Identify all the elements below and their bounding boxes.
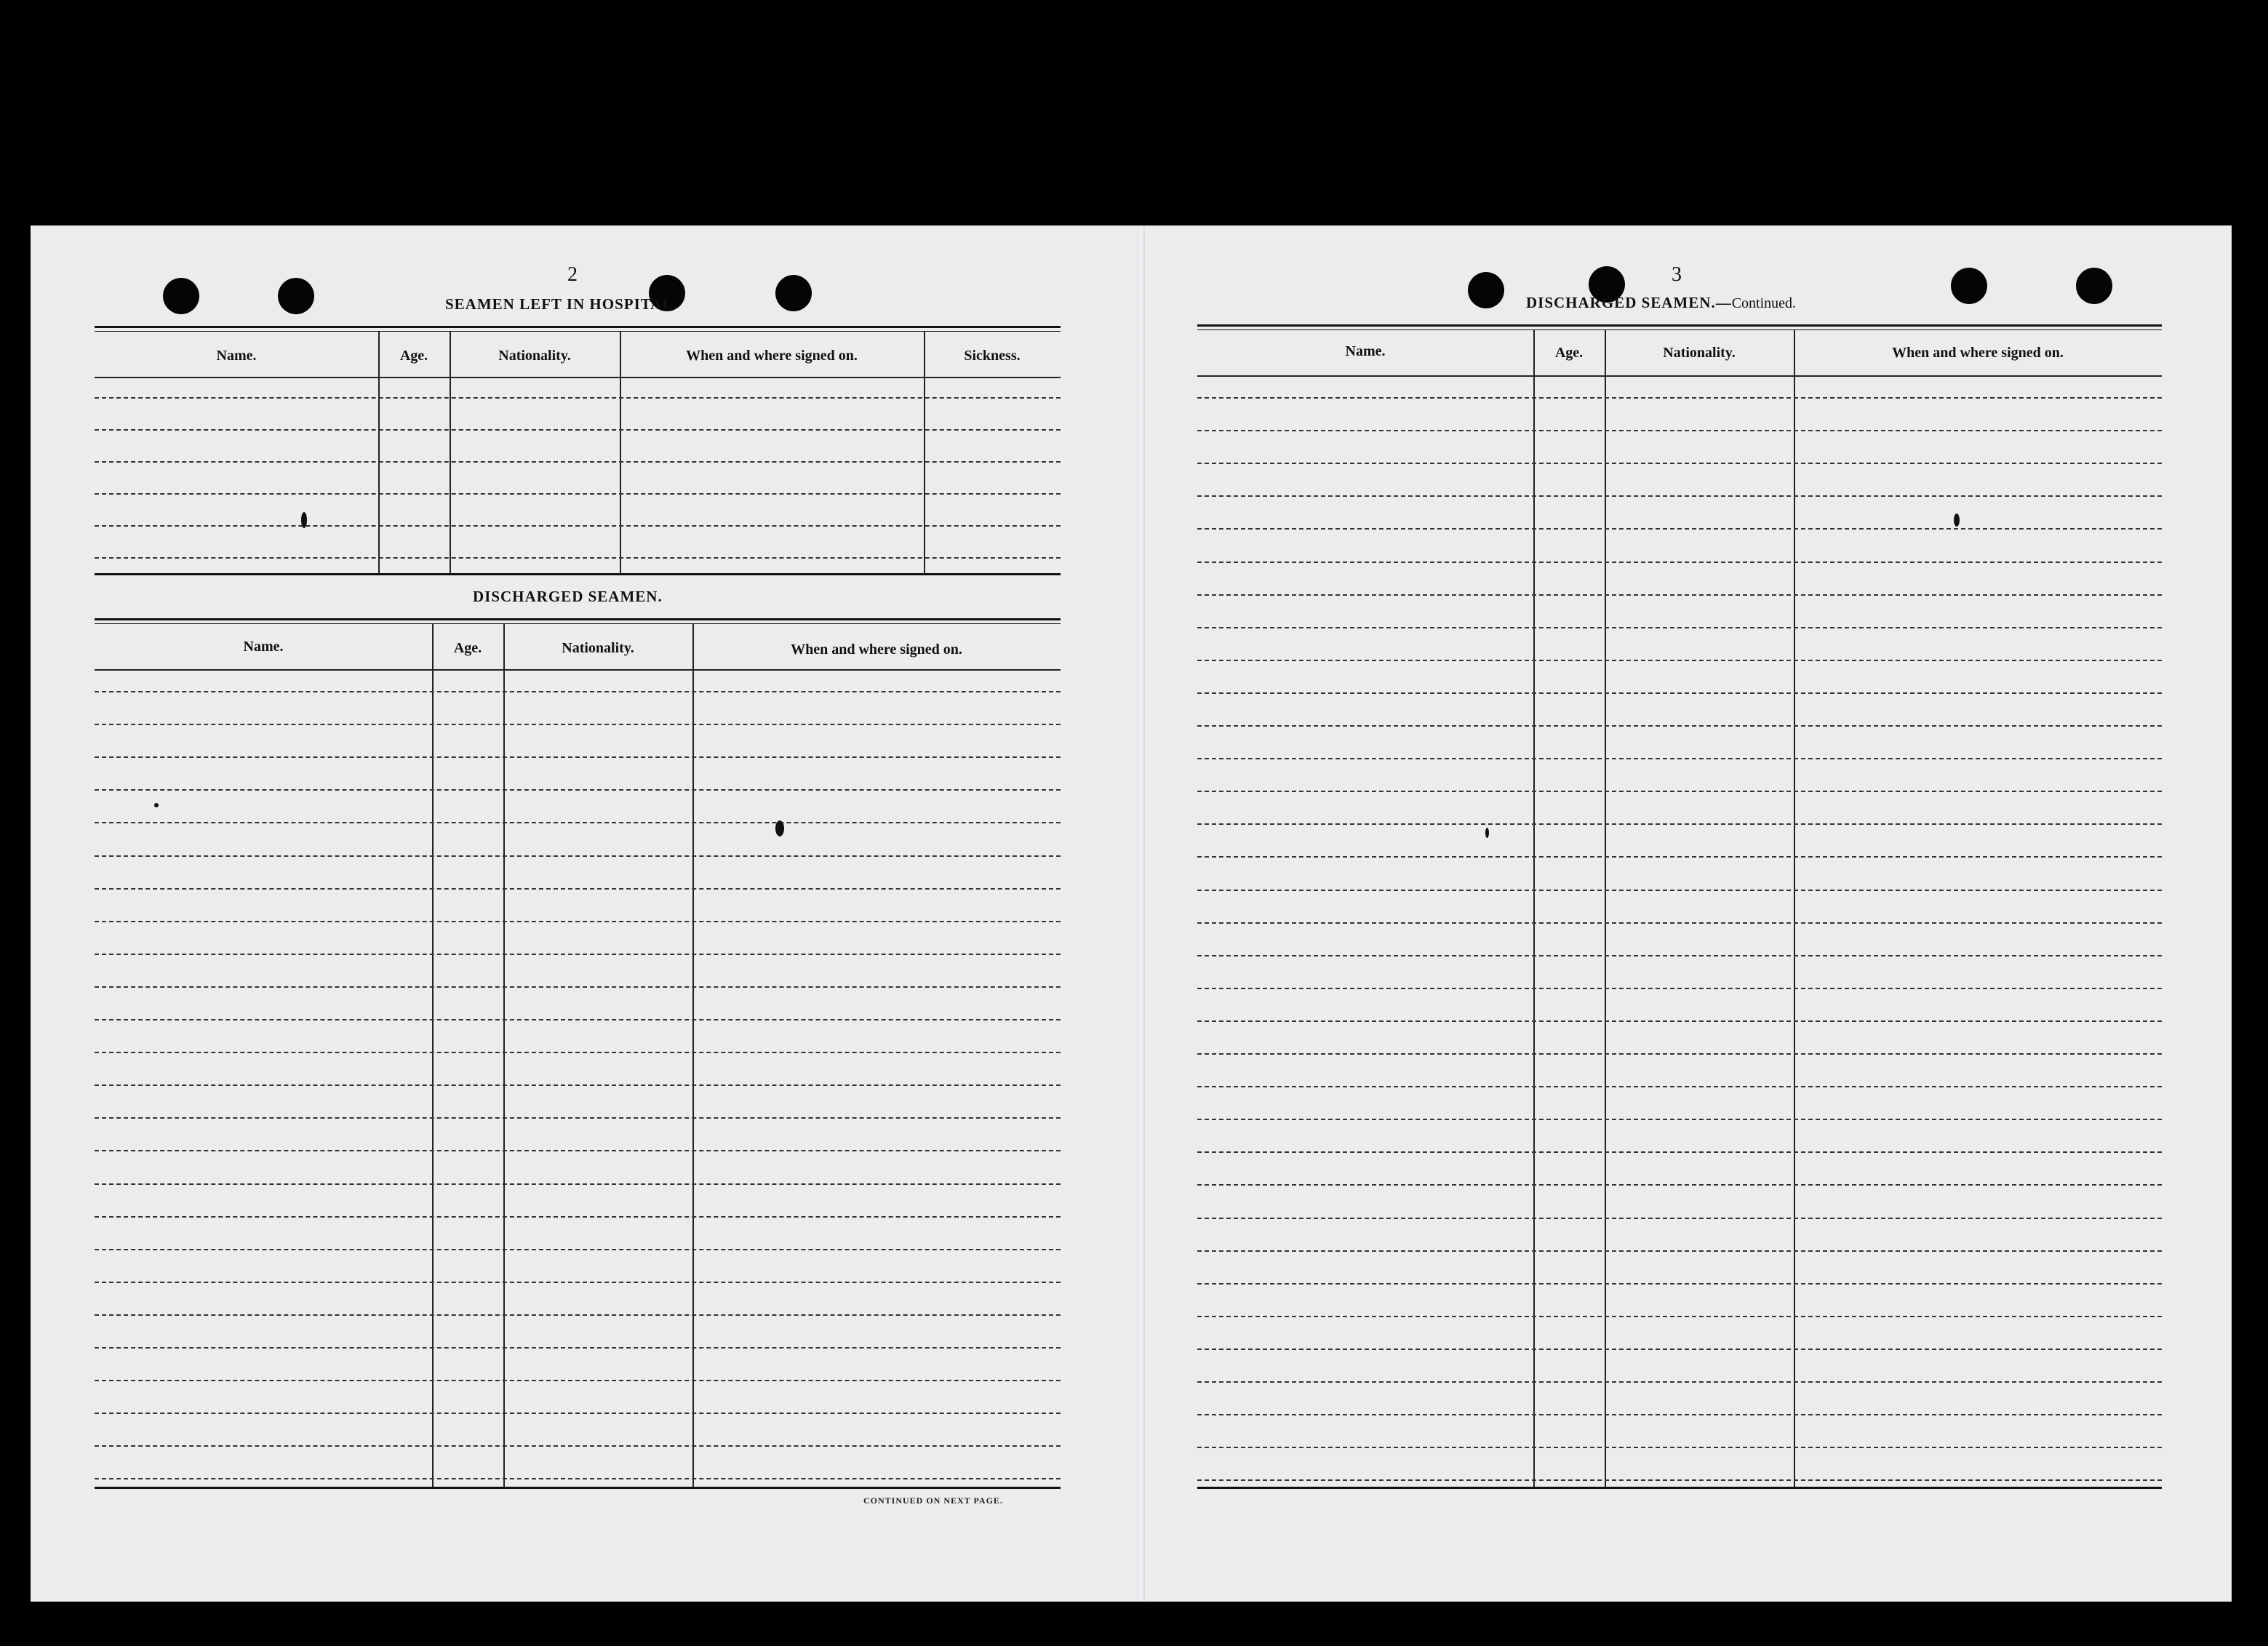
entry-row-line bbox=[95, 986, 1061, 988]
col-header-nationality: Nationality. bbox=[562, 640, 634, 656]
entry-row-line bbox=[95, 1282, 1061, 1283]
entry-row-line bbox=[1197, 692, 2162, 694]
entry-row-line bbox=[95, 397, 1061, 399]
punch-hole bbox=[278, 278, 314, 314]
ink-speck bbox=[1954, 514, 1960, 527]
entry-row-line bbox=[95, 789, 1061, 791]
entry-row-line bbox=[95, 954, 1061, 955]
entry-row-line bbox=[95, 921, 1061, 922]
entry-row-line bbox=[95, 822, 1061, 823]
header-rule bbox=[95, 377, 1061, 378]
page-number-left: 2 bbox=[567, 263, 578, 286]
entry-row-line bbox=[1197, 988, 2162, 989]
entry-row-line bbox=[1197, 856, 2162, 858]
col-header-name: Name. bbox=[1345, 343, 1386, 359]
entry-row-line bbox=[95, 493, 1061, 495]
entry-row-line bbox=[95, 1445, 1061, 1447]
col-header-signed-on: When and where signed on. bbox=[686, 348, 858, 364]
col-header-signed-on: When and where signed on. bbox=[1892, 345, 2064, 361]
entry-row-line bbox=[1197, 430, 2162, 431]
column-divider bbox=[1605, 330, 1606, 1487]
discharged-continued-title bbox=[1526, 294, 1796, 312]
entry-row-line bbox=[1197, 823, 2162, 825]
column-divider bbox=[620, 332, 621, 573]
entry-row-line bbox=[1197, 1349, 2162, 1350]
entry-row-line bbox=[95, 1183, 1061, 1185]
entry-row-line bbox=[95, 1084, 1061, 1086]
discharged-table-right bbox=[1197, 324, 2162, 1491]
entry-row-line bbox=[95, 855, 1061, 857]
entry-row-line bbox=[1197, 1414, 2162, 1415]
punch-hole bbox=[2076, 268, 2112, 304]
ink-speck bbox=[1485, 828, 1489, 838]
column-divider bbox=[378, 332, 380, 573]
entry-row-line bbox=[1197, 463, 2162, 464]
entry-row-line bbox=[1197, 1053, 2162, 1055]
entry-row-line bbox=[1197, 1184, 2162, 1186]
entry-row-line bbox=[1197, 1250, 2162, 1252]
continued-note: CONTINUED ON NEXT PAGE. bbox=[863, 1495, 1003, 1506]
column-divider bbox=[432, 624, 434, 1487]
page-number-right: 3 bbox=[1672, 263, 1682, 286]
entry-row-line bbox=[95, 429, 1061, 431]
table-bottom-rule bbox=[95, 573, 1061, 575]
column-divider bbox=[450, 332, 451, 573]
hospital-section-title: SEAMEN LEFT IN HOSPITAL. bbox=[445, 295, 678, 313]
entry-row-line bbox=[1197, 1447, 2162, 1448]
col-header-signed-on: When and where signed on. bbox=[791, 642, 962, 658]
entry-row-line bbox=[1197, 660, 2162, 661]
col-header-age: Age. bbox=[453, 640, 482, 656]
table-bottom-rule bbox=[1197, 1487, 2162, 1489]
entry-row-line bbox=[1197, 725, 2162, 727]
punch-hole bbox=[1468, 272, 1504, 308]
punch-hole bbox=[775, 275, 812, 311]
col-header-nationality: Nationality. bbox=[1663, 345, 1736, 361]
entry-row-line bbox=[1197, 791, 2162, 792]
entry-row-line bbox=[1197, 627, 2162, 628]
table-bottom-rule bbox=[95, 1487, 1061, 1489]
title-continued: Continued. bbox=[1731, 295, 1797, 311]
entry-row-line bbox=[1197, 955, 2162, 956]
entry-row-line bbox=[95, 724, 1061, 725]
punch-hole bbox=[163, 278, 199, 314]
entry-row-line bbox=[95, 1314, 1061, 1316]
entry-row-line bbox=[95, 525, 1061, 527]
punch-hole bbox=[1951, 268, 1987, 304]
entry-row-line bbox=[95, 1150, 1061, 1151]
entry-row-line bbox=[1197, 495, 2162, 497]
entry-row-line bbox=[1197, 890, 2162, 891]
entry-row-line bbox=[95, 1052, 1061, 1053]
entry-row-line bbox=[1197, 594, 2162, 596]
table-top-rule bbox=[1197, 324, 2162, 330]
entry-row-line bbox=[95, 461, 1061, 463]
entry-row-line bbox=[1197, 1151, 2162, 1153]
hospital-table bbox=[95, 326, 1061, 582]
entry-row-line bbox=[95, 1478, 1061, 1479]
discharged-section-title: DISCHARGED SEAMEN. bbox=[473, 588, 663, 605]
entry-row-line bbox=[1197, 1218, 2162, 1219]
entry-row-line bbox=[95, 1347, 1061, 1349]
ink-speck bbox=[775, 820, 784, 836]
entry-row-line bbox=[1197, 1020, 2162, 1022]
column-divider bbox=[692, 624, 694, 1487]
ledger-sheet bbox=[31, 225, 2232, 1602]
col-header-nationality: Nationality. bbox=[498, 348, 571, 364]
page-fold bbox=[1138, 225, 1145, 1602]
entry-row-line bbox=[95, 1249, 1061, 1250]
col-header-age: Age. bbox=[399, 348, 428, 364]
entry-row-line bbox=[1197, 1086, 2162, 1087]
col-header-name: Name. bbox=[216, 348, 257, 364]
ink-speck bbox=[154, 803, 159, 807]
table-top-rule bbox=[95, 326, 1061, 332]
entry-row-line bbox=[95, 756, 1061, 758]
entry-row-line bbox=[95, 1413, 1061, 1414]
column-divider bbox=[1794, 330, 1795, 1487]
header-rule bbox=[1197, 375, 2162, 377]
column-divider bbox=[1533, 330, 1535, 1487]
column-divider bbox=[924, 332, 925, 573]
entry-row-line bbox=[1197, 758, 2162, 759]
entry-row-line bbox=[1197, 528, 2162, 530]
entry-row-line bbox=[95, 888, 1061, 890]
entry-row-line bbox=[95, 691, 1061, 692]
entry-row-line bbox=[1197, 1119, 2162, 1120]
entry-row-line bbox=[1197, 1283, 2162, 1285]
col-header-age: Age. bbox=[1554, 345, 1584, 361]
entry-row-line bbox=[95, 1019, 1061, 1020]
col-header-name: Name. bbox=[243, 639, 284, 655]
entry-row-line bbox=[1197, 562, 2162, 563]
entry-row-line bbox=[1197, 1381, 2162, 1383]
col-header-sickness: Sickness. bbox=[964, 348, 1021, 364]
entry-row-line bbox=[95, 557, 1061, 559]
entry-row-line bbox=[1197, 1479, 2162, 1481]
entry-row-line bbox=[95, 1216, 1061, 1218]
entry-row-line bbox=[1197, 397, 2162, 399]
title-main: DISCHARGED SEAMEN.— bbox=[1526, 294, 1732, 311]
table-top-rule bbox=[95, 618, 1061, 624]
discharged-table-left bbox=[95, 618, 1061, 1491]
ink-speck bbox=[301, 512, 307, 528]
column-divider bbox=[503, 624, 505, 1487]
entry-row-line bbox=[95, 1380, 1061, 1381]
entry-row-line bbox=[1197, 1316, 2162, 1317]
entry-row-line bbox=[95, 1117, 1061, 1119]
header-rule bbox=[95, 669, 1061, 671]
entry-row-line bbox=[1197, 922, 2162, 924]
